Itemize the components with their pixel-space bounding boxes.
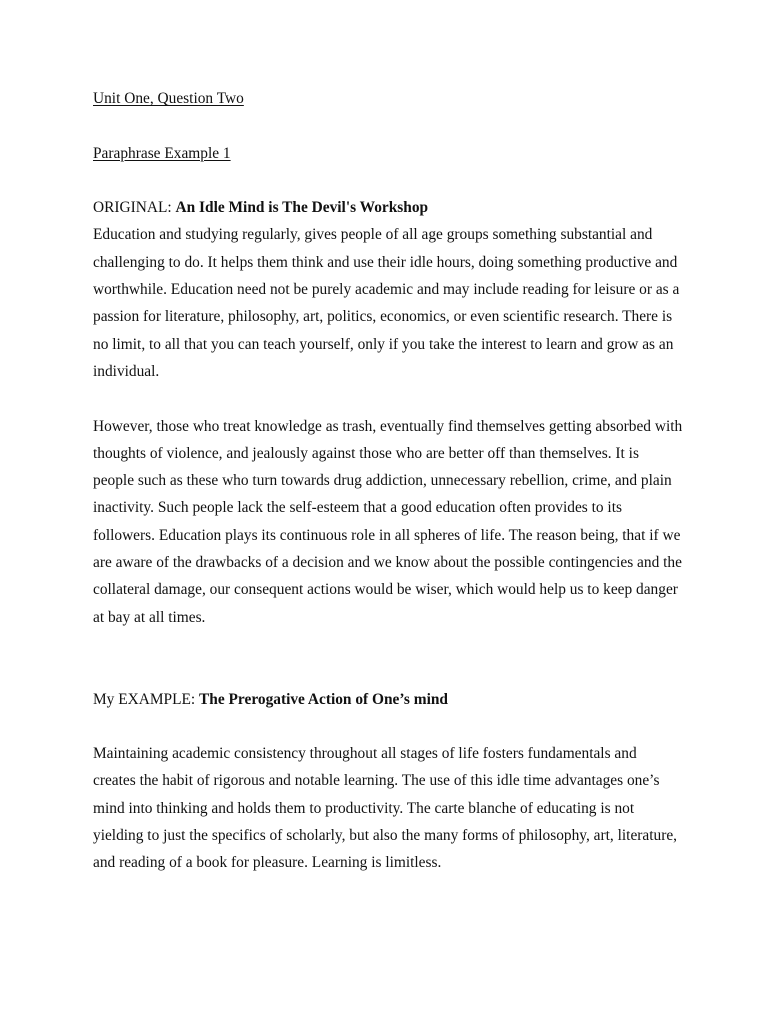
spacer — [93, 112, 683, 139]
spacer — [93, 631, 683, 686]
original-label: ORIGINAL: — [93, 199, 176, 217]
my-example-paragraph-1: Maintaining academic consistency throughout all stages of life fosters fundamentals and creates the habit of rigorous and notable learning. The use of this idle time advantages one’s mind into thinking and holds them to productivity. The carte blanche of educating is not yielding to just the specifics of scholarly, but also the many forms of philosophy, art, literature, and reading of a book for pleasure. Learning is limitless. — [93, 745, 678, 872]
my-example-title: The Prerogative Action of One’s mind — [199, 690, 448, 708]
example-title-text: Paraphrase Example 1 — [93, 144, 231, 162]
my-example-label: My EXAMPLE: — [93, 690, 200, 708]
example-title — [93, 140, 683, 167]
spacer — [93, 713, 683, 740]
spacer — [93, 167, 683, 194]
spacer — [93, 385, 683, 412]
original-paragraph-2: However, those who treat knowledge as trash, eventually find themselves getting absorbed with thoughts of violence, and jealously against those who are better off than themselves. It is people such as these who turn towards drug addiction, unnecessary rebellion, crime, and plain inactivity. Such people lack the self-esteem that a good education often provides to its followers. Education plays its continuous role in all spheres of life. The reason being, that if we are aware of the drawbacks of a decision and we know about the possible contingencies and the collateral damage, our consequent actions would be wiser, which would help us to keep danger at bay at all times. — [93, 417, 683, 626]
document-page — [93, 85, 683, 877]
unit-title-text: Unit One, Question Two — [93, 90, 244, 107]
unit-title — [93, 85, 683, 112]
original-paragraph-1: Education and studying regularly, gives people of all age groups something substantial and challenging to do. It helps them think and use their idle hours, doing something productive and worthwhile. Education need not be purely academic and may include reading for leisure or as a passion for literature, philosophy, art, politics, economics, or even scientific research. There is no limit, to all that you can teach yourself, only if you take the interest to learn and grow as an individual. — [93, 226, 680, 380]
original-heading — [93, 194, 683, 221]
original-title: An Idle Mind is The Devil's Workshop — [175, 199, 429, 217]
my-example-heading — [93, 686, 683, 713]
